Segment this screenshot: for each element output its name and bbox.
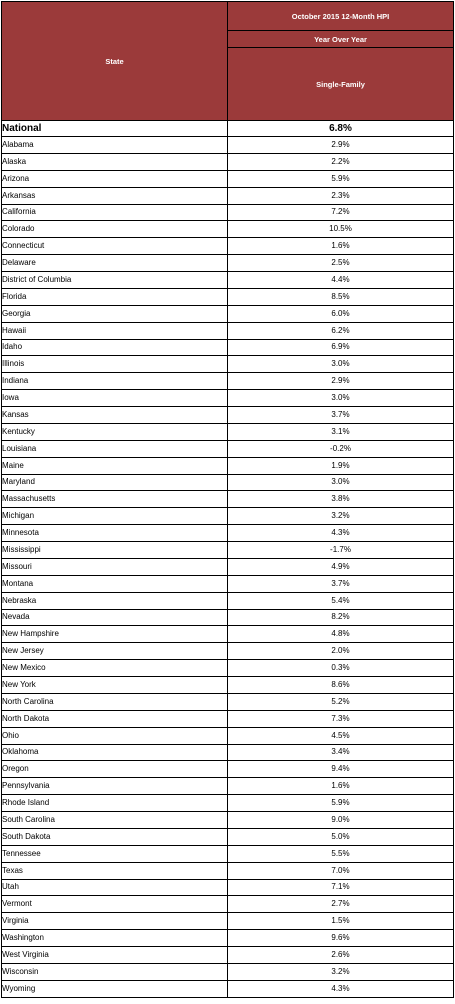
table-row bbox=[2, 474, 454, 491]
hpi-value-cell: -0.2% bbox=[228, 440, 454, 457]
state-name-cell: Nebraska bbox=[2, 592, 228, 609]
table-row bbox=[2, 153, 454, 170]
national-label: National bbox=[2, 121, 228, 137]
state-name-cell: Missouri bbox=[2, 558, 228, 575]
table-row bbox=[2, 761, 454, 778]
hpi-value-cell: 9.4% bbox=[228, 761, 454, 778]
state-name-cell: Ohio bbox=[2, 727, 228, 744]
table-row bbox=[2, 558, 454, 575]
table-row bbox=[2, 373, 454, 390]
table-row bbox=[2, 913, 454, 930]
hpi-value-cell: 5.9% bbox=[228, 795, 454, 812]
state-name-cell: Utah bbox=[2, 879, 228, 896]
table-row bbox=[2, 272, 454, 289]
table-row bbox=[2, 440, 454, 457]
hpi-value-cell: 4.8% bbox=[228, 626, 454, 643]
table-row bbox=[2, 525, 454, 542]
table-row bbox=[2, 693, 454, 710]
state-column-header: State bbox=[2, 2, 228, 121]
hpi-value-cell: 5.4% bbox=[228, 592, 454, 609]
state-name-cell: Delaware bbox=[2, 255, 228, 272]
hpi-value-cell: 6.9% bbox=[228, 339, 454, 356]
state-name-cell: Colorado bbox=[2, 221, 228, 238]
state-name-cell: Iowa bbox=[2, 390, 228, 407]
table-row bbox=[2, 491, 454, 508]
table-row bbox=[2, 170, 454, 187]
table-row bbox=[2, 288, 454, 305]
hpi-value-cell: 1.5% bbox=[228, 913, 454, 930]
hpi-value-cell: 3.4% bbox=[228, 744, 454, 761]
hpi-value-cell: 0.3% bbox=[228, 660, 454, 677]
table-row bbox=[2, 255, 454, 272]
table-row bbox=[2, 238, 454, 255]
state-name-cell: Oregon bbox=[2, 761, 228, 778]
table-row bbox=[2, 609, 454, 626]
table-row bbox=[2, 592, 454, 609]
state-name-cell: Minnesota bbox=[2, 525, 228, 542]
state-name-cell: Wyoming bbox=[2, 980, 228, 997]
state-name-cell: South Carolina bbox=[2, 812, 228, 829]
state-name-cell: Mississippi bbox=[2, 542, 228, 559]
state-name-cell: Indiana bbox=[2, 373, 228, 390]
table-row bbox=[2, 862, 454, 879]
hpi-value-cell: 3.8% bbox=[228, 491, 454, 508]
state-name-cell: Kentucky bbox=[2, 423, 228, 440]
hpi-value-cell: 7.1% bbox=[228, 879, 454, 896]
hpi-value-cell: 3.1% bbox=[228, 423, 454, 440]
period-header: October 2015 12-Month HPI bbox=[228, 2, 454, 31]
state-name-cell: Connecticut bbox=[2, 238, 228, 255]
state-name-cell: Louisiana bbox=[2, 440, 228, 457]
hpi-value-cell: 8.2% bbox=[228, 609, 454, 626]
hpi-value-cell: 5.9% bbox=[228, 170, 454, 187]
table-row bbox=[2, 660, 454, 677]
state-name-cell: Alabama bbox=[2, 137, 228, 154]
state-name-cell: New Mexico bbox=[2, 660, 228, 677]
state-name-cell: Arizona bbox=[2, 170, 228, 187]
table-row bbox=[2, 812, 454, 829]
hpi-value-cell: 5.2% bbox=[228, 693, 454, 710]
hpi-value-cell: 4.5% bbox=[228, 727, 454, 744]
single-family-header: Single-Family bbox=[228, 48, 454, 121]
state-name-cell: Pennsylvania bbox=[2, 778, 228, 795]
table-row bbox=[2, 845, 454, 862]
state-name-cell: Rhode Island bbox=[2, 795, 228, 812]
state-name-cell: Michigan bbox=[2, 508, 228, 525]
hpi-value-cell: 4.4% bbox=[228, 272, 454, 289]
state-name-cell: Arkansas bbox=[2, 187, 228, 204]
hpi-value-cell: 3.7% bbox=[228, 575, 454, 592]
table-row bbox=[2, 575, 454, 592]
hpi-value-cell: 7.0% bbox=[228, 862, 454, 879]
table-row bbox=[2, 643, 454, 660]
hpi-value-cell: 2.3% bbox=[228, 187, 454, 204]
state-name-cell: Tennessee bbox=[2, 845, 228, 862]
hpi-value-cell: 1.6% bbox=[228, 238, 454, 255]
hpi-table bbox=[1, 1, 454, 998]
table-row bbox=[2, 744, 454, 761]
hpi-value-cell: 5.0% bbox=[228, 828, 454, 845]
state-name-cell: Hawaii bbox=[2, 322, 228, 339]
state-name-cell: Oklahoma bbox=[2, 744, 228, 761]
table-row bbox=[2, 356, 454, 373]
hpi-value-cell: 4.3% bbox=[228, 980, 454, 997]
table-row bbox=[2, 508, 454, 525]
table-row bbox=[2, 828, 454, 845]
table-row bbox=[2, 896, 454, 913]
state-name-cell: Maine bbox=[2, 457, 228, 474]
hpi-value-cell: 6.0% bbox=[228, 305, 454, 322]
state-name-cell: Virginia bbox=[2, 913, 228, 930]
hpi-value-cell: 4.3% bbox=[228, 525, 454, 542]
hpi-value-cell: 2.5% bbox=[228, 255, 454, 272]
state-name-cell: California bbox=[2, 204, 228, 221]
hpi-value-cell: 1.9% bbox=[228, 457, 454, 474]
table-row bbox=[2, 423, 454, 440]
hpi-value-cell: 6.2% bbox=[228, 322, 454, 339]
state-name-cell: South Dakota bbox=[2, 828, 228, 845]
table-row bbox=[2, 457, 454, 474]
state-name-cell: Massachusetts bbox=[2, 491, 228, 508]
hpi-value-cell: 8.6% bbox=[228, 677, 454, 694]
hpi-value-cell: 3.7% bbox=[228, 407, 454, 424]
table-row bbox=[2, 963, 454, 980]
hpi-value-cell: 3.2% bbox=[228, 963, 454, 980]
table-row bbox=[2, 390, 454, 407]
table-row bbox=[2, 727, 454, 744]
state-name-cell: Texas bbox=[2, 862, 228, 879]
hpi-value-cell: 2.2% bbox=[228, 153, 454, 170]
table-row bbox=[2, 187, 454, 204]
hpi-value-cell: 2.7% bbox=[228, 896, 454, 913]
hpi-value-cell: 2.6% bbox=[228, 947, 454, 964]
table-row bbox=[2, 204, 454, 221]
hpi-value-cell: 9.6% bbox=[228, 930, 454, 947]
table-row bbox=[2, 795, 454, 812]
hpi-value-cell: 7.3% bbox=[228, 710, 454, 727]
table-row bbox=[2, 322, 454, 339]
table-row bbox=[2, 626, 454, 643]
table-row bbox=[2, 305, 454, 322]
hpi-value-cell: 2.9% bbox=[228, 373, 454, 390]
table-row bbox=[2, 542, 454, 559]
state-name-cell: Maryland bbox=[2, 474, 228, 491]
table-row bbox=[2, 339, 454, 356]
hpi-value-cell: -1.7% bbox=[228, 542, 454, 559]
state-name-cell: Nevada bbox=[2, 609, 228, 626]
hpi-value-cell: 7.2% bbox=[228, 204, 454, 221]
state-name-cell: New York bbox=[2, 677, 228, 694]
state-name-cell: North Carolina bbox=[2, 693, 228, 710]
hpi-value-cell: 4.9% bbox=[228, 558, 454, 575]
hpi-value-cell: 2.9% bbox=[228, 137, 454, 154]
table-row bbox=[2, 930, 454, 947]
hpi-value-cell: 5.5% bbox=[228, 845, 454, 862]
hpi-value-cell: 3.0% bbox=[228, 356, 454, 373]
state-name-cell: West Virginia bbox=[2, 947, 228, 964]
table-row bbox=[2, 407, 454, 424]
hpi-value-cell: 3.0% bbox=[228, 474, 454, 491]
hpi-value-cell: 9.0% bbox=[228, 812, 454, 829]
table-row bbox=[2, 947, 454, 964]
state-name-cell: Georgia bbox=[2, 305, 228, 322]
table-row bbox=[2, 677, 454, 694]
state-name-cell: Florida bbox=[2, 288, 228, 305]
state-name-cell: Alaska bbox=[2, 153, 228, 170]
hpi-value-cell: 1.6% bbox=[228, 778, 454, 795]
table-row bbox=[2, 980, 454, 997]
state-name-cell: Washington bbox=[2, 930, 228, 947]
table-row bbox=[2, 879, 454, 896]
hpi-value-cell: 10.5% bbox=[228, 221, 454, 238]
state-name-cell: Montana bbox=[2, 575, 228, 592]
state-name-cell: Kansas bbox=[2, 407, 228, 424]
national-row bbox=[2, 121, 454, 137]
table-row bbox=[2, 137, 454, 154]
state-name-cell: District of Columbia bbox=[2, 272, 228, 289]
state-name-cell: New Hampshire bbox=[2, 626, 228, 643]
table-row bbox=[2, 778, 454, 795]
state-name-cell: Idaho bbox=[2, 339, 228, 356]
hpi-value-cell: 3.0% bbox=[228, 390, 454, 407]
state-name-cell: Vermont bbox=[2, 896, 228, 913]
year-over-year-header: Year Over Year bbox=[228, 31, 454, 48]
hpi-value-cell: 3.2% bbox=[228, 508, 454, 525]
national-value: 6.8% bbox=[228, 121, 454, 137]
table-row bbox=[2, 710, 454, 727]
state-name-cell: Wisconsin bbox=[2, 963, 228, 980]
table-row bbox=[2, 221, 454, 238]
hpi-value-cell: 8.5% bbox=[228, 288, 454, 305]
table-body bbox=[2, 121, 454, 998]
hpi-value-cell: 2.0% bbox=[228, 643, 454, 660]
state-name-cell: Illinois bbox=[2, 356, 228, 373]
state-name-cell: New Jersey bbox=[2, 643, 228, 660]
state-name-cell: North Dakota bbox=[2, 710, 228, 727]
